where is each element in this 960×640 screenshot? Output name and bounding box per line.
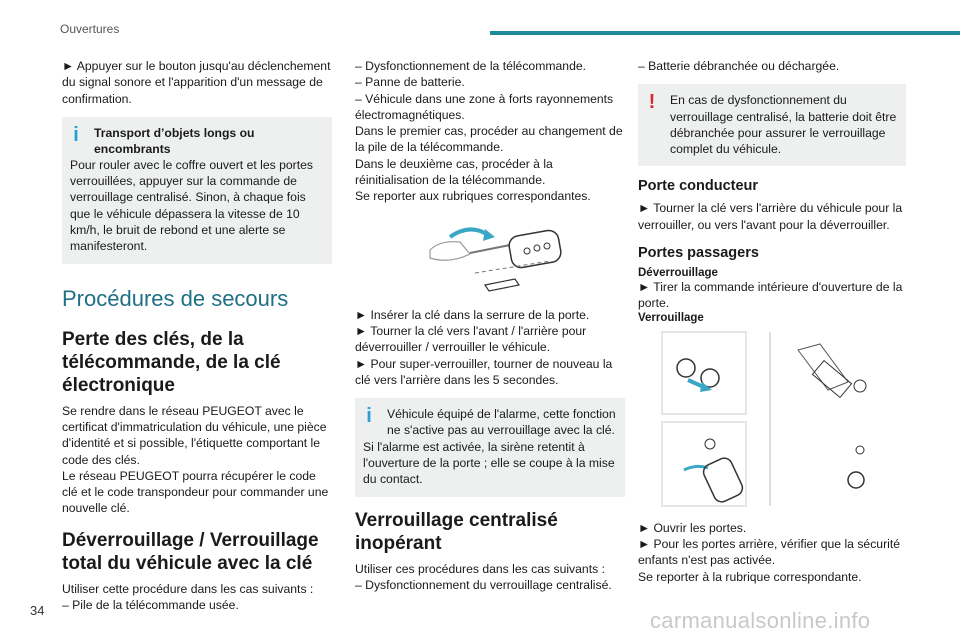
subheading-unlocking: Déverrouillage — [638, 267, 718, 280]
info-box-text: Pour rouler avec le coffre ouvert et les portes verrouillées, appuyer sur la commande de verrouillage centralisé. Sinon, à chaque fois que le véhicule dépassera la vitesse de 10 km/h, le bruit de rebond et une alerte se manifesteront. — [70, 157, 313, 254]
subheading-locking: Verrouillage — [638, 311, 704, 324]
info-box-title: Transport d’objets longs ou encombrants — [94, 125, 255, 156]
procedure-paragraph-1: Dans le premier cas, procéder au changement de la pile de la télécommande. — [355, 124, 623, 155]
case-list-3: – Véhicule dans une zone à forts rayonnements électromagnétiques. — [355, 91, 614, 122]
column-2 — [355, 58, 625, 593]
heading-unlock-lock: Déverrouillage / Verrouillage total du véhicule avec la clé — [62, 529, 319, 574]
lost-keys-paragraph-2: Le réseau PEUGEOT pourra récupérer le code clé et le code transpondeur pour commander une nouvelle clé. — [62, 468, 329, 516]
info-box-alarm — [355, 398, 625, 496]
unlock-paragraph-1: Utiliser cette procédure dans les cas suivants : — [62, 581, 314, 596]
open-doors-step: ► Ouvrir les portes. — [638, 520, 747, 535]
door-lock-illustration — [638, 330, 906, 510]
intro-step: ► Appuyer sur le bouton jusqu'au déclenchement du signal sonore et l'apparition d'un message de confirmation. — [62, 59, 331, 106]
superlock-step: ► Pour super-verrouiller, tourner de nouveau la clé vers l'arrière dans les 5 secondes. — [355, 356, 613, 387]
info-icon: i — [366, 405, 372, 428]
header-accent-bar — [490, 31, 960, 35]
info-box-alarm-text-2: Si l'alarme est activée, la sirène retentit à l'ouverture de la porte ; elle se coupe à la mise du contact. — [363, 439, 615, 487]
warning-box-battery — [638, 84, 906, 166]
procedure-paragraph-2: Dans le deuxième cas, procéder à la réinitialisation de la télécommande. — [355, 156, 553, 188]
column-1 — [62, 58, 332, 613]
page-number: 34 — [30, 603, 45, 618]
insert-key-step: ► Insérer la clé dans la serrure de la porte. — [355, 307, 590, 322]
warning-icon: ! — [648, 91, 656, 114]
unlock-paragraph-2: – Pile de la télécommande usée. — [62, 598, 239, 613]
column-3 — [638, 58, 906, 585]
case-list-1: – Dysfonctionnement de la télécommande. — [355, 59, 587, 73]
info-icon: i — [73, 123, 79, 146]
central-paragraph-2: – Dysfonctionnement du verrouillage centralisé. — [355, 577, 612, 592]
case-list-2: – Panne de batterie. — [355, 75, 465, 90]
heading-driver-door: Porte conducteur — [638, 178, 759, 195]
unlocking-step: ► Tirer la commande intérieure d'ouverture de la porte. — [638, 280, 903, 311]
header-section-title: Ouvertures — [60, 22, 120, 36]
heading-passenger-doors: Portes passagers — [638, 245, 759, 262]
warning-box-text: En cas de dysfonctionnement du verrouillage centralisé, la batterie doit être débranchée pour assurer le verrouillage complet du véhicule. — [670, 93, 897, 157]
watermark: carmanualsonline.info — [650, 608, 871, 633]
child-lock-step: ► Pour les portes arrière, vérifier que la sécurité enfants n'est pas activée. — [638, 536, 901, 568]
heading-lost-keys: Perte des clés, de la télécommande, de la clé électronique — [62, 328, 281, 396]
key-in-lock-illustration — [355, 215, 625, 295]
lost-keys-paragraph-1: Se rendre dans le réseau PEUGEOT avec le certificat d'immatriculation du véhicule, une pièce d'identité et si possible, l'étiquette comportant le code des clés. — [62, 403, 327, 467]
central-paragraph-1: Utiliser ces procédures dans les cas suivants : — [355, 561, 605, 576]
heading-central-locking: Verrouillage centralisé inopérant — [355, 509, 558, 554]
driver-door-step: ► Tourner la clé vers l'arrière du véhicule pour la verrouiller, ou vers l'avant pour la déverrouiller. — [638, 201, 903, 232]
info-box-long-objects — [62, 117, 332, 264]
battery-case: – Batterie débranchée ou déchargée. — [638, 59, 840, 73]
section-heading: Procédures de secours — [62, 285, 289, 311]
procedure-paragraph-3: Se reporter aux rubriques correspondantes. — [355, 189, 591, 204]
turn-key-step: ► Tourner la clé vers l'avant / l'arrière pour déverrouiller / verrouiller le véhicule. — [355, 323, 587, 355]
info-box-alarm-text-1: Véhicule équipé de l'alarme, cette fonction ne s'active pas au verrouillage avec la clé. — [387, 407, 616, 438]
reference-step: Se reporter à la rubrique correspondante. — [638, 569, 862, 584]
